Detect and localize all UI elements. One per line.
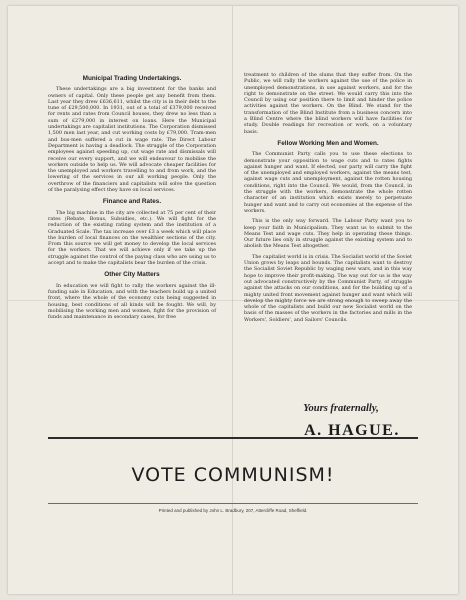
left-column — [48, 76, 216, 324]
heading-municipal-trading: Municipal Trading Undertakings. — [82, 75, 182, 82]
paragraph-only-way-forward: This is the only way forward. The Labour Party want you to keep your faith in Municipalism. They want us to submit to the Means Test and wage cuts. They help in operating these things. Our future lies only in struggle against the existing system and to abolish the Means Test altogether. — [244, 218, 412, 250]
paragraph-finance-and-rates: The big machine in the city are collected at 75 per cent of their rates (Rebate, Bonus, Subsidies, etc.). We will fight for the reduction of the existing rating system and the institution of a Graduated Scale. The tax increase over £3 a week which will place the burden of local finances on the wealthier sections of the city. From this source we will get money to develop the local services for the workers. That we will achieve only if we take up the struggle against the control of the paying class who are using us to accept and to make the capitalists bear the burden of the crisis. — [48, 209, 216, 267]
right-column — [244, 72, 412, 327]
paragraph-municipal-trading: These undertakings are a big investment for the banks and owners of capital. Only these people get any benefit from them. Last year they drew £636,611, whilst the city is in their debt to the tune of £29,500,000. In 1931, out of a total of £379,000 received for rents and rates from Council houses, they drew no less than a sum of £279,000 in interest on loans. Here the Municipal undertakings are capitalist institutions. The Corporation dismissed 1,500 men last year, and cut working costs by £79,000. Tram-men and bus-men suffered a cut in wage rate. The Direct Labour Department is having a deadlock. The struggle of the Corporation employees against speeding up, cut wage rate and dismissals will receive our every support, and we will endeavour to mobilise the workers outside to help us. We will advocate cheaper facilities for the unemployed and workers travelling to and from work, and the lowering of the services in our all working people. Only the overthrow of the financiers and capitalists will solve the question of the paralysing effect they have on local services. — [48, 86, 216, 194]
slogan-vote-communism: VOTE COMMUNISM! — [131, 464, 335, 486]
paragraph-communist-party-call: The Communist Party calls you to use these elections to demonstrate your opposition to wage cuts and to rates fights against hunger and want. If elected, our party will carry the fight of the unemployed and employed workers, against the means test, against wage cuts and unemployment, against the rotten housing conditions, right into the Council. We would, from the Council, in the struggle with the workers, demonstrate the whole rotten character of an institution which exists merely to perpetuate hunger and want and to carry out economies at the expense of the workers. — [244, 151, 412, 214]
signoff-block — [256, 403, 426, 440]
paragraph-capitalist-world-crisis: The capitalist world is in crisis. The Socialist world of the Soviet Union grows by leaps and bounds. The capitalists want to destroy the Socialist Soviet Republic by waging new wars, and in this way hope to improve their profit-making. The way out for us is the way out advocated constructively by the Communist Party, of struggle against the attacks on our conditions, and for the building up of a mighty united front movement against hunger and want which will develop the mighty force we are strong enough to sweep away the whole of the capitalists and build our new Socialist world on the basis of the masses of the workers in the factories and mills in the Workers', Soldiers', and Sailors' Councils. — [244, 253, 412, 323]
printer-imprint: Printed and published by John L. Bradbury, 207, Attercliffe Road, Sheffield. — [48, 503, 418, 513]
signer-name: A. HAGUE. — [304, 422, 400, 439]
paragraph-continued-treatment: treatment to children of the slums that they suffer from. On the Public, we will rally the workers against the use of the police in unemployed demonstrations, in use against workers, and for the right to demonstrate on the street. We would carry this into the Council by using our position there to limit and hinder the police activities against the workers. On the Blind. We stand for the transformation of the Blind Institute from a business concern into a Blind Centre where the blind workers will have facilities for study. Double readings for recreation or work, on a voluntary basis. — [244, 72, 412, 135]
paragraph-other-city-matters: In education we will fight to rally the workers against the ill-funding sale in Education, and with the teachers build up a united front, where the whole of the economy cuts being suggested in housing, best conditions of all kinds will be fought. We will, by mobilising the working men and women, fight for the provision of funds and maintenance in secondary cases, for free — [48, 282, 216, 321]
heading-fellow-working-men-and-women: Fellow Working Men and Women. — [277, 139, 379, 147]
heading-other-city-matters: Other City Matters — [104, 271, 160, 279]
divider-rule — [48, 437, 418, 439]
heading-finance-and-rates: Finance and Rates. — [102, 198, 162, 206]
closing-yours-fraternally: Yours fraternally, — [303, 403, 379, 414]
